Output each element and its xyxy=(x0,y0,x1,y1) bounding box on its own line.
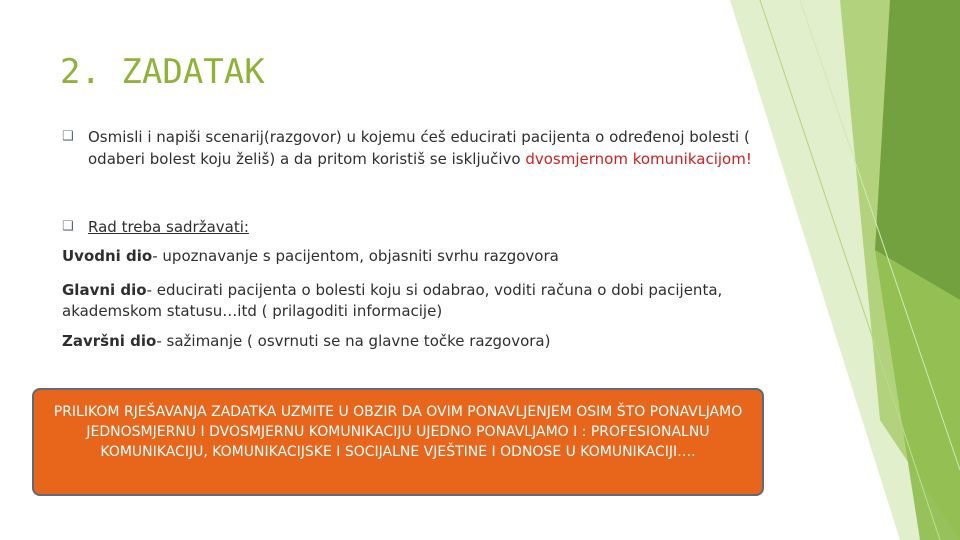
highlight-text: dvosmjernom komunikacijom! xyxy=(525,150,752,168)
checkbox-bullet-icon: ❑ xyxy=(62,219,74,234)
bullet-requirements xyxy=(62,216,802,238)
bullet-text: Rad treba sadržavati: xyxy=(88,218,249,236)
checkbox-bullet-icon: ❑ xyxy=(62,129,74,144)
section-closing xyxy=(62,331,802,352)
section-text: - sažimanje ( osvrnuti se na glavne točke razgovora) xyxy=(156,332,551,350)
section-intro xyxy=(62,246,802,267)
section-main xyxy=(62,280,802,322)
callout-text: PRILIKOM RJEŠAVANJA ZADATKA UZMITE U OBZIR DA OVIM PONAVLJENJEM OSIM ŠTO PONAVLJAMO JEDNOSMJERNU I DVOSMJERNU KOMUNIKACIJU UJEDNO PONAVLJAMO I : PROFESIONALNU KOMUNIKACIJU, KOMUNIKACIJSKE I SOCIJALNE VJEŠTINE I ODNOSE U KOMUNIKACIJI…. xyxy=(53,404,743,460)
bullet-text-main: Osmisli i napiši scenarij(razgovor) u kojemu ćeš educirati pacijenta o određenoj bolesti ( odaberi bolest koju želiš) a da pritom koristiš se isključivo xyxy=(88,128,750,168)
section-label: Glavni dio xyxy=(62,281,147,299)
bullet-text xyxy=(88,126,802,170)
bullet-task-description xyxy=(62,126,802,170)
section-label: Završni dio xyxy=(62,332,157,350)
section-text: - upoznavanje s pacijentom, objasniti svrhu razgovora xyxy=(152,247,559,265)
callout-box xyxy=(32,388,764,496)
slide-title: 2. ZADATAK xyxy=(60,52,265,92)
section-label: Uvodni dio xyxy=(62,247,153,265)
section-text: - educirati pacijenta o bolesti koju si odabrao, voditi računa o dobi pacijenta, akademskom statusu…itd ( prilagoditi informacije) xyxy=(62,281,723,320)
green-shape-dark xyxy=(875,0,960,300)
